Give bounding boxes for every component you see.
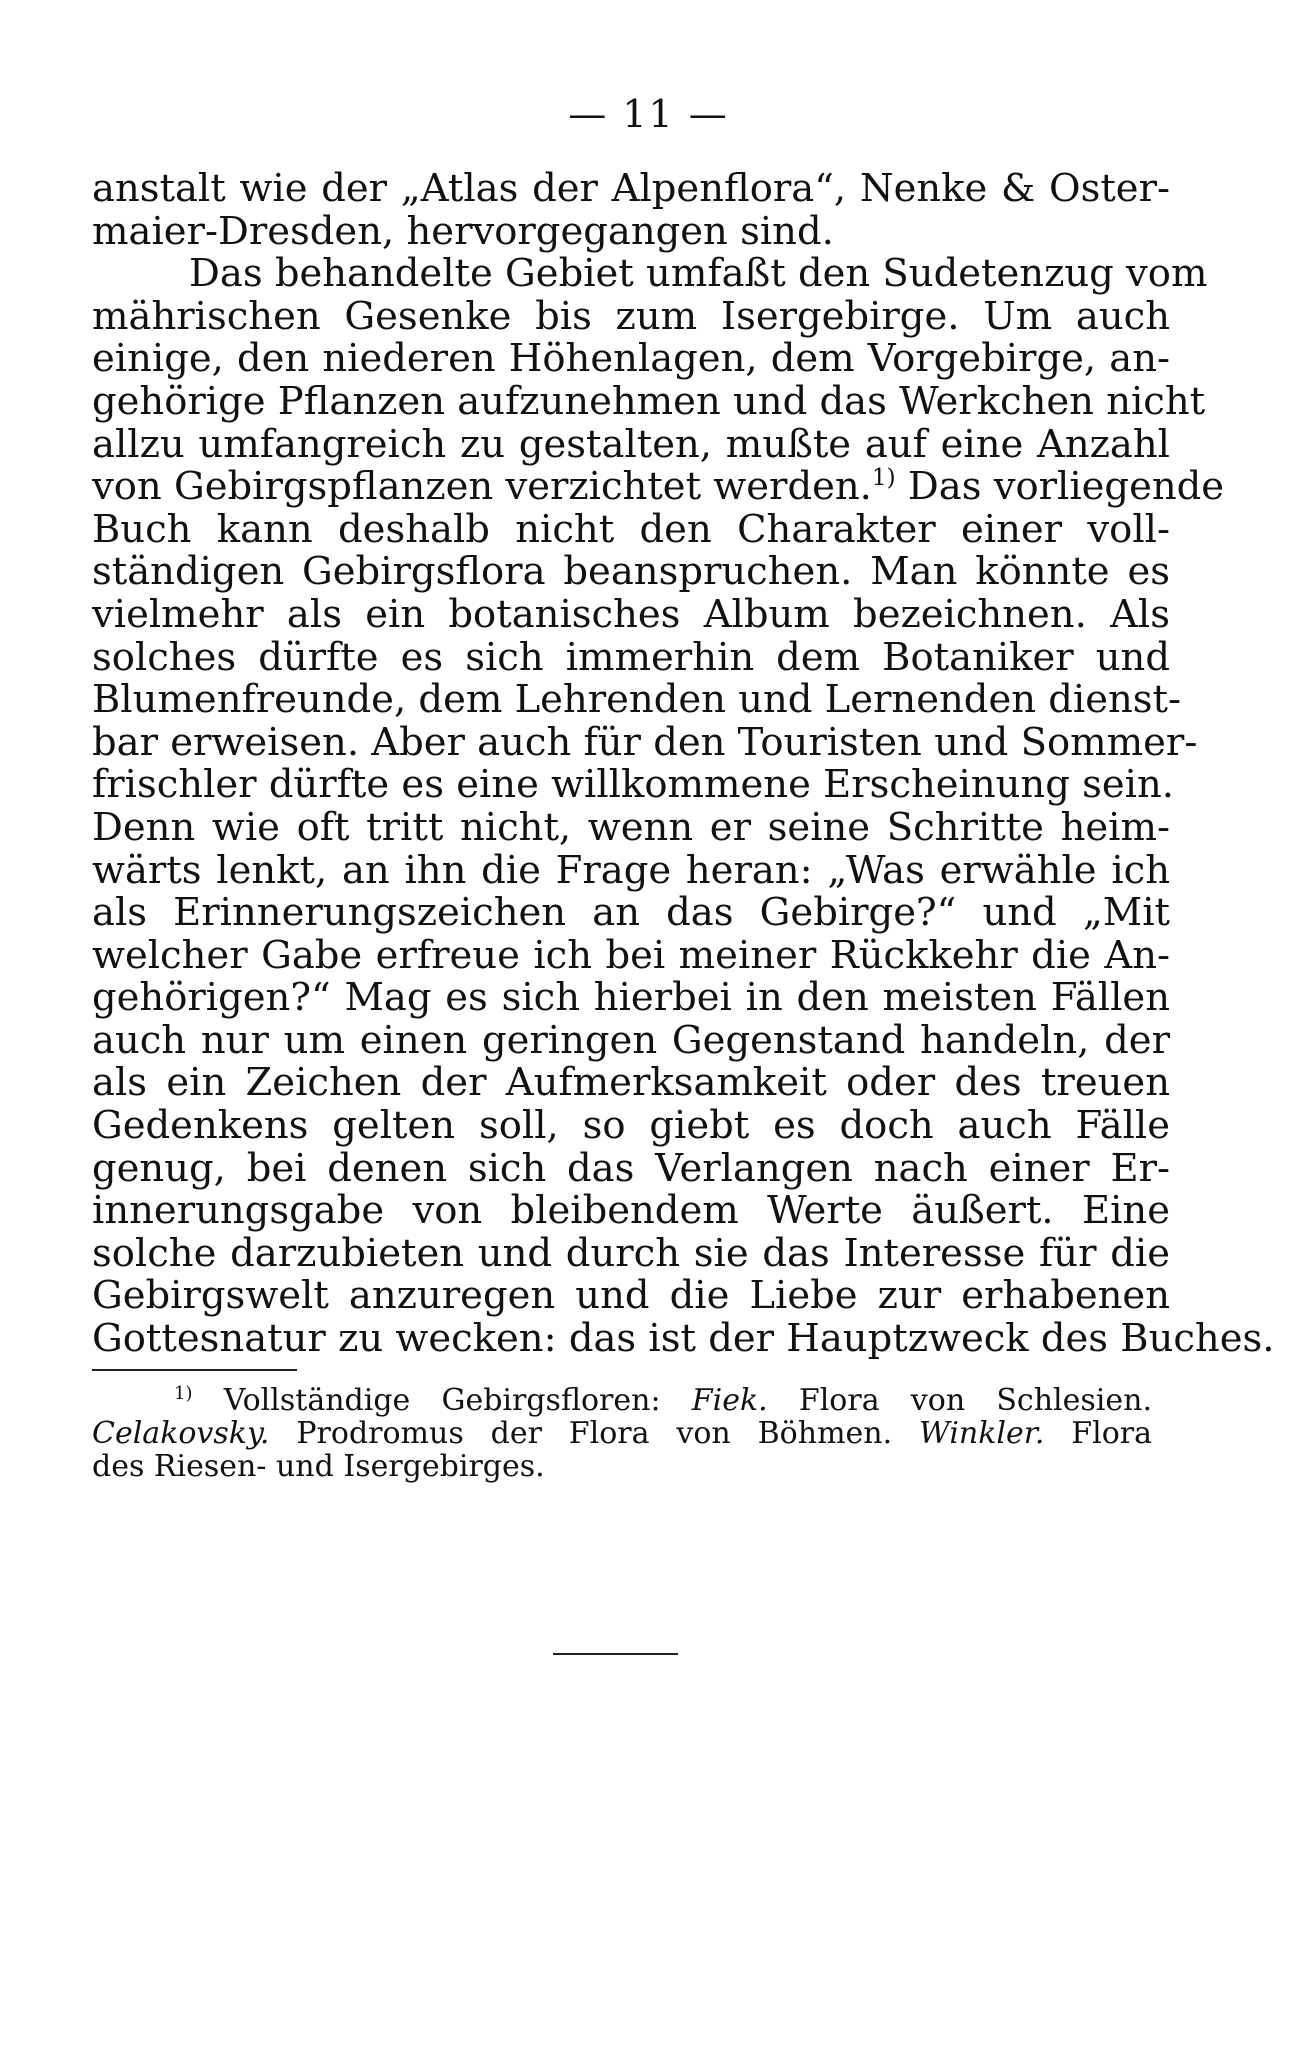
text-line: ständigen Gebirgsflora beanspruchen. Man könnte es — [92, 549, 1170, 595]
text-segment: Das vorliegende — [907, 464, 1225, 510]
footnote-text: Prodromus der Flora von Böhmen. — [296, 1416, 893, 1451]
footnote-author: Fiek. — [691, 1383, 768, 1418]
footnote-text: Flora — [1071, 1416, 1152, 1451]
text-line: auch nur um einen geringen Gegenstand handeln, der — [92, 1017, 1170, 1063]
text-line: vielmehr als ein botanisches Album bezeichnen. Als — [92, 591, 1170, 637]
text-line: Gebirgswelt anzuregen und die Liebe zur erhabenen — [92, 1273, 1170, 1319]
footnote-line — [92, 1417, 1152, 1450]
text-line: als Erinnerungszeichen an das Gebirge?“ und „Mit — [92, 890, 1170, 936]
text-line: wärts lenkt, an ihn die Frage heran: „Was erwähle ich — [92, 847, 1170, 893]
text-line: mährischen Gesenke bis zum Isergebirge. Um auch — [92, 293, 1170, 339]
page-number: — 11 — — [568, 92, 729, 136]
footnote-line: des Riesen- und Isergebirges. — [92, 1449, 545, 1484]
text-line: solche darzubieten und durch sie das Interesse für die — [92, 1230, 1170, 1276]
text-line-with-footnote-ref — [92, 464, 1225, 510]
footnote — [92, 1384, 1152, 1483]
text-line: als ein Zeichen der Aufmerksamkeit oder des treuen — [92, 1060, 1170, 1106]
text-line: Gottesnatur zu wecken: das ist der Hauptzweck des Buches. — [92, 1316, 1275, 1362]
text-line: gehörige Pflanzen aufzunehmen und das Werkchen nicht — [92, 378, 1206, 424]
footnote-author: Celakovsky. — [92, 1416, 270, 1451]
footnote-divider — [92, 1369, 297, 1371]
text-line: frischler dürfte es eine willkommene Erscheinung sein. — [92, 762, 1175, 808]
text-line: Buch kann deshalb nicht den Charakter einer voll- — [92, 506, 1170, 552]
footnote-text: Vollständige Gebirgsfloren: — [223, 1383, 661, 1418]
text-line: anstalt wie der „Atlas der Alpenflora“, Nenke & Oster- — [92, 166, 1170, 211]
text-line: gehörigen?“ Mag es sich hierbei in den meisten Fällen — [92, 975, 1170, 1021]
footnote-reference: 1) — [871, 465, 896, 492]
text-segment: von Gebirgspflanzen verzichtet werden. — [92, 464, 872, 510]
text-line: solches dürfte es sich immerhin dem Botaniker und — [92, 634, 1170, 680]
text-line: welcher Gabe erfreue ich bei meiner Rückkehr die An- — [92, 932, 1170, 978]
text-line: Blumenfreunde, dem Lehrenden und Lernenden dienst- — [92, 677, 1182, 723]
text-line: einige, den niederen Höhenlagen, dem Vorgebirge, an- — [92, 336, 1170, 382]
text-line: genug, bei denen sich das Verlangen nach einer Er- — [92, 1145, 1170, 1191]
text-line: Gedenkens gelten soll, so giebt es doch auch Fälle — [92, 1103, 1170, 1149]
text-line: innerungsgabe von bleibendem Werte äußert. Eine — [92, 1188, 1170, 1234]
body-text — [92, 166, 1275, 1362]
text-line: Das behandelte Gebiet umfaßt den Sudetenzug vom — [189, 251, 1208, 297]
section-end-rule — [553, 1653, 678, 1655]
text-line: maier-Dresden, hervorgegangen sind. — [92, 208, 834, 254]
footnote-text: Flora von Schlesien. — [798, 1383, 1152, 1418]
text-line: bar erweisen. Aber auch für den Touristen und Sommer- — [92, 719, 1198, 765]
text-line: allzu umfangreich zu gestalten, mußte auf eine Anzahl — [92, 421, 1170, 467]
footnote-author: Winkler. — [919, 1416, 1045, 1451]
text-line: Denn wie oft tritt nicht, wenn er seine Schritte heim- — [92, 804, 1170, 850]
footnote-marker: 1) — [174, 1383, 193, 1404]
footnote-line — [92, 1384, 1152, 1417]
